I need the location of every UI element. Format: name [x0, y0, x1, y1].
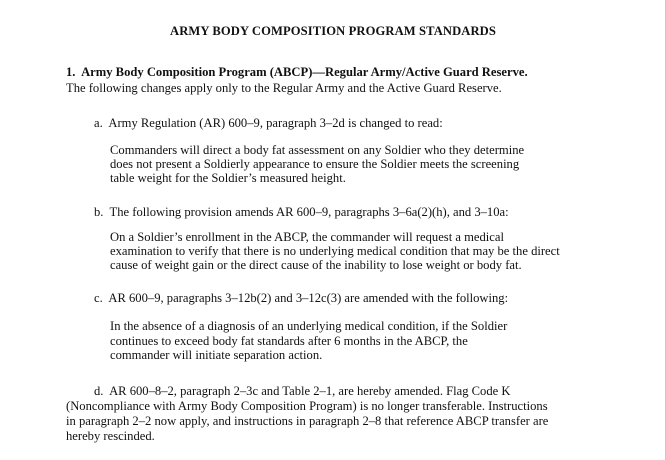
quote-line: table weight for the Soldier’s measured height. — [110, 171, 346, 185]
section-heading-text: Army Body Composition Program (ABCP)—Regular Army/Active Guard Reserve. — [81, 65, 528, 79]
item-label: c. — [94, 291, 103, 305]
item-label: a. — [94, 116, 103, 130]
section-intro: The following changes apply only to the Regular Army and the Active Guard Reserve. — [66, 81, 502, 95]
item-text: AR 600–8–2, paragraph 2–3c and Table 2–1, are hereby amended. Flag Code K — [109, 384, 511, 398]
paragraph-line: in paragraph 2–2 now apply, and instructions in paragraph 2–8 that reference ABCP transfer are — [66, 414, 549, 428]
item-text: The following provision amends AR 600–9, paragraphs 3–6a(2)(h), and 3–10a: — [109, 205, 509, 219]
item-label: d. — [94, 384, 104, 398]
document-title: ARMY BODY COMPOSITION PROGRAM STANDARDS — [170, 24, 496, 38]
quote-line: Commanders will direct a body fat assessment on any Soldier who they determine — [110, 143, 525, 157]
item-label: b. — [94, 205, 104, 219]
paragraph-line: (Noncompliance with Army Body Composition Program) is no longer transferable. Instructions — [66, 399, 548, 413]
item-d — [94, 383, 510, 399]
item-text: AR 600–9, paragraphs 3–12b(2) and 3–12c(3) are amended with the following: — [108, 291, 509, 305]
quote-line: On a Soldier’s enrollment in the ABCP, the commander will request a medical — [110, 230, 504, 244]
section-number: 1. — [66, 65, 76, 79]
quote-line: examination to verify that there is no underlying medical condition that may be the direct — [110, 244, 560, 258]
quote-line: commander will initiate separation action. — [110, 348, 323, 362]
item-c — [94, 290, 508, 306]
paragraph-line: hereby rescinded. — [66, 429, 155, 443]
quote-line: cause of weight gain or the direct cause of the inability to lose weight or body fat. — [110, 258, 522, 272]
quote-line: does not present a Soldierly appearance to ensure the Soldier meets the screening — [110, 157, 520, 171]
item-b — [94, 204, 509, 220]
section-heading — [66, 64, 528, 80]
quote-line: In the absence of a diagnosis of an underlying medical condition, if the Soldier — [110, 319, 508, 333]
item-a — [94, 115, 443, 131]
item-text: Army Regulation (AR) 600–9, paragraph 3–2d is changed to read: — [108, 116, 443, 130]
quote-line: continues to exceed body fat standards after 6 months in the ABCP, the — [110, 334, 468, 348]
